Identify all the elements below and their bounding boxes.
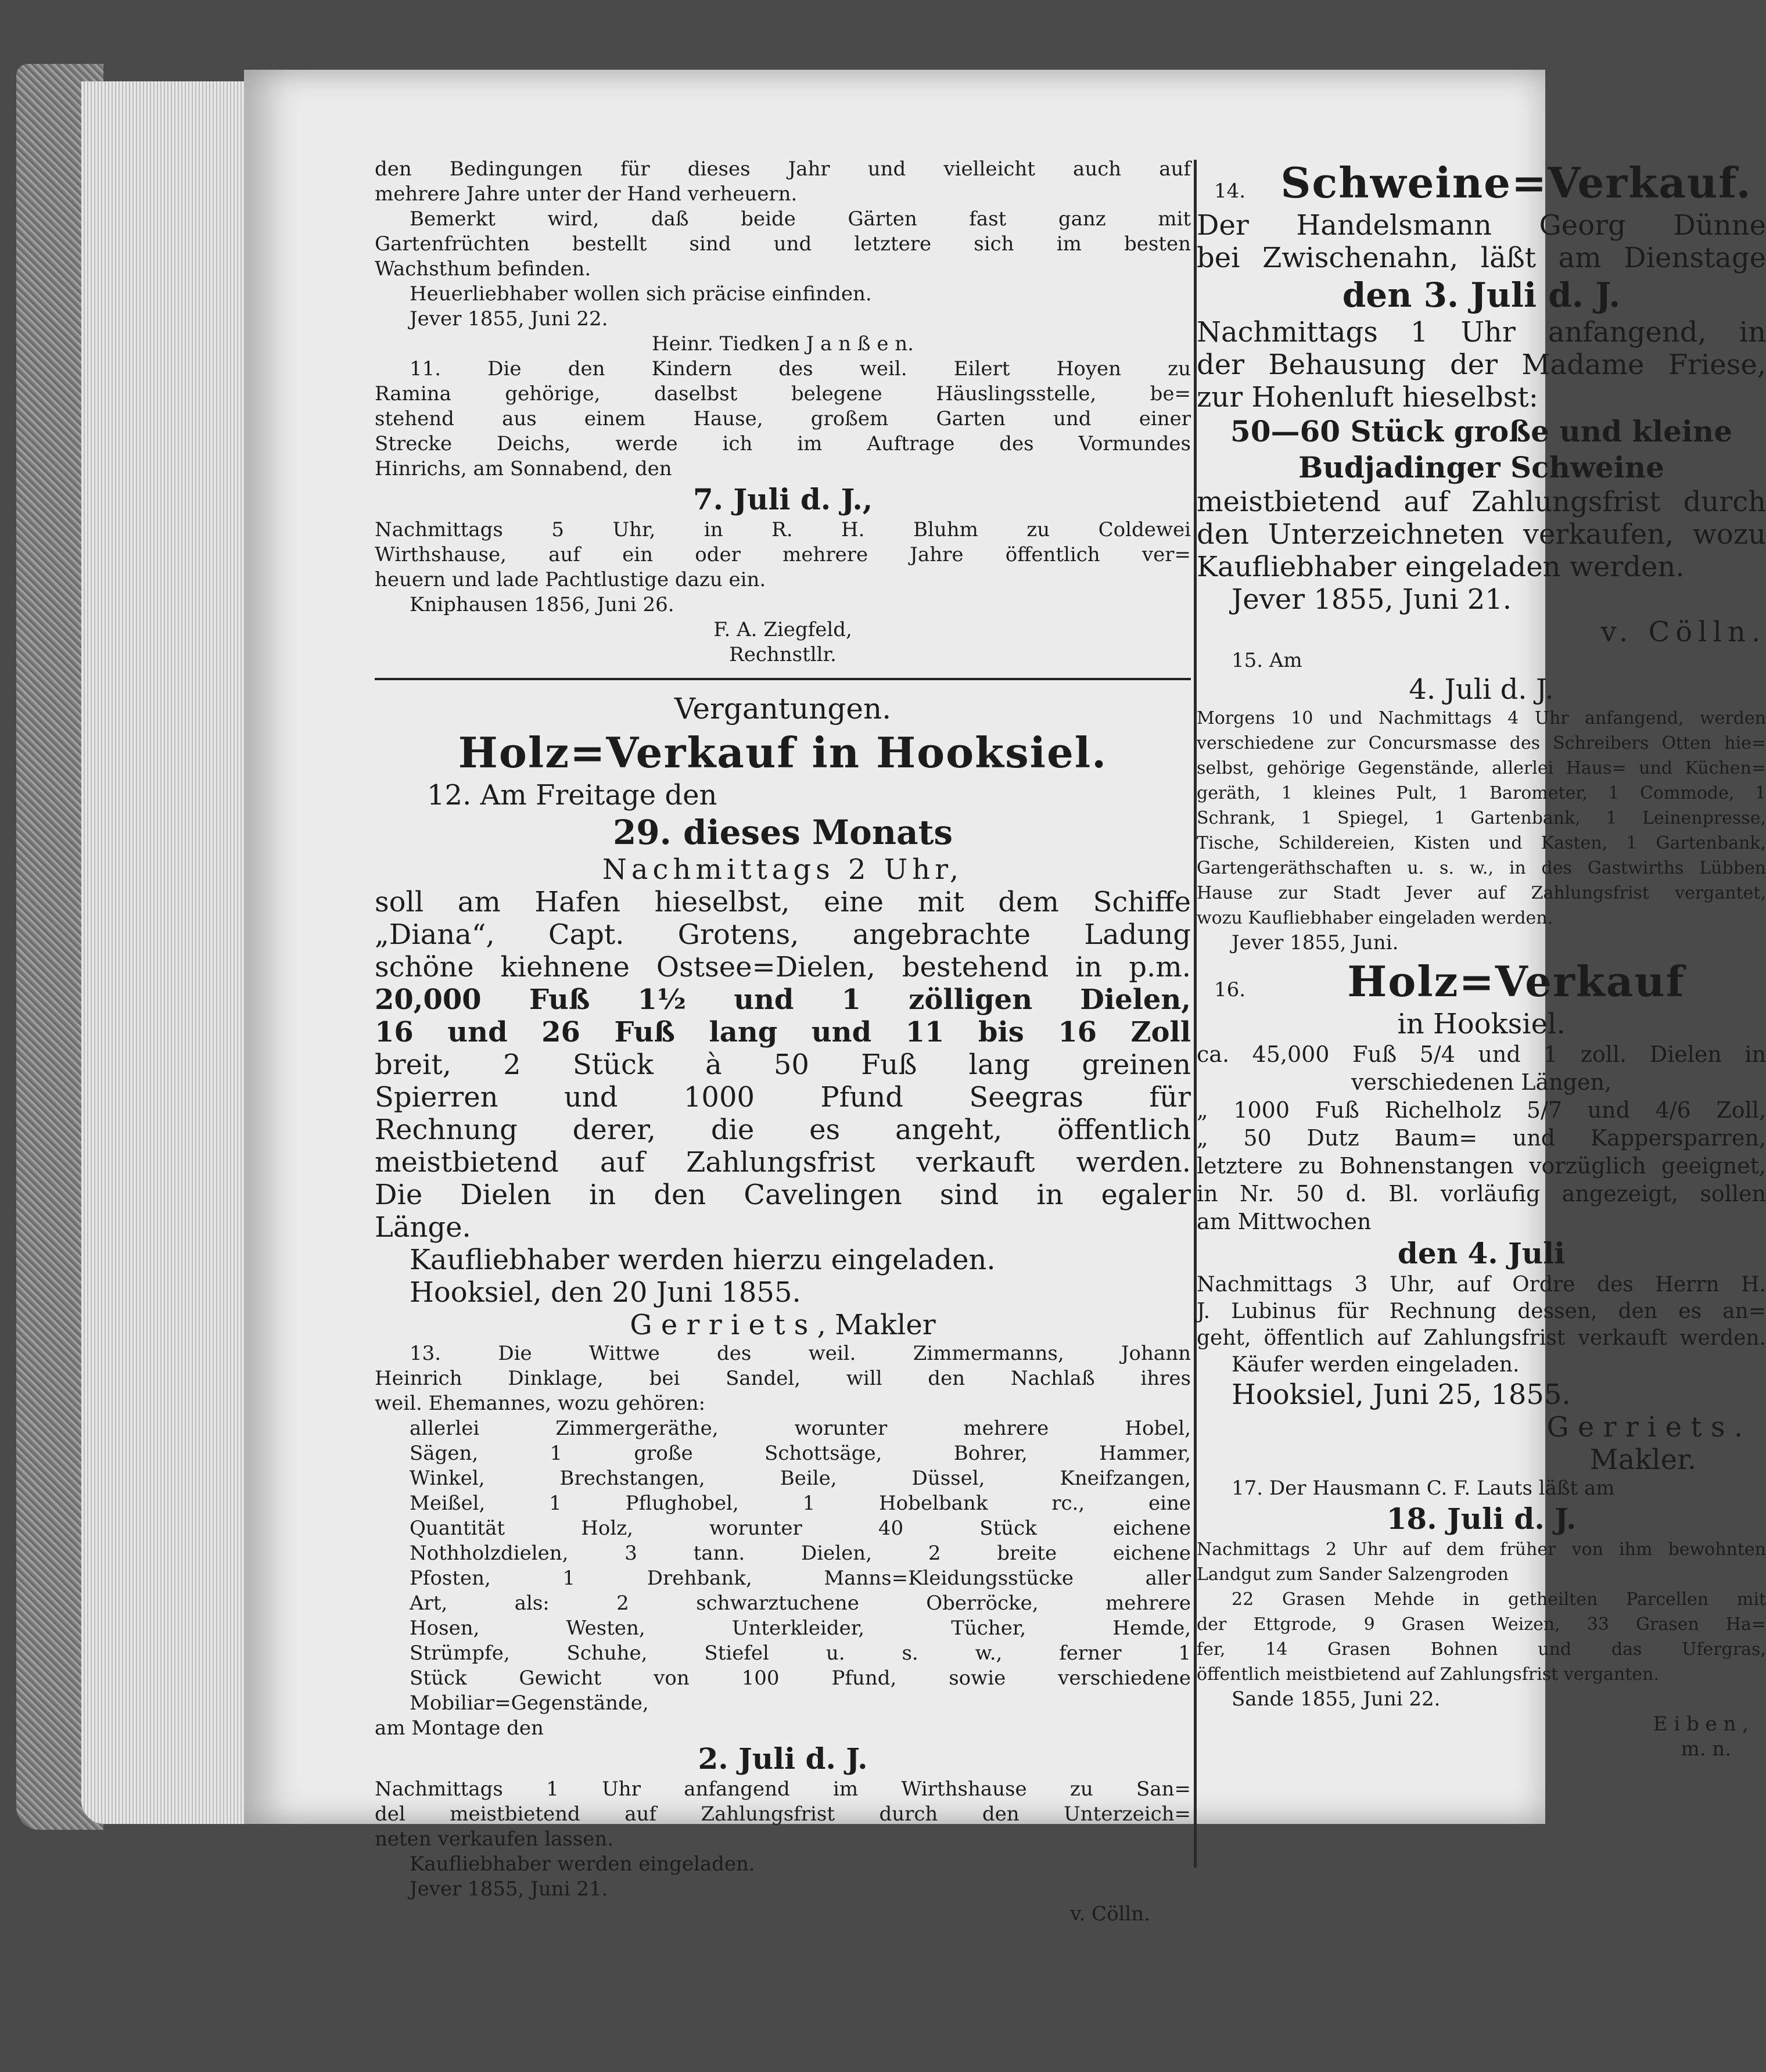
text-line: Heuerliebhaber wollen sich präcise einfinden. — [410, 282, 872, 306]
text-line: ca. 45,000 Fuß 5/4 und 1 zoll. Dielen in — [1197, 1042, 1766, 1067]
ad-date: 7. Juli d. J., — [692, 482, 873, 516]
text-line: del meistbietend auf Zahlungsfrist durch den Unterzeich= — [375, 1802, 1191, 1826]
text-line: „Diana“, Capt. Grotens, angebrachte Ladung — [375, 918, 1191, 951]
text-line: Hinrichs, am Sonnabend, den — [375, 457, 672, 480]
text-line: Kaufliebhaber werden eingeladen. — [410, 1852, 755, 1876]
text-line: bei Zwischenahn, läßt am Dienstage — [1197, 242, 1766, 274]
text-line: meistbietend auf Zahlungsfrist durch — [1197, 486, 1766, 518]
text-line: allerlei Zimmergeräthe, worunter mehrere Hobel, — [410, 1417, 1191, 1440]
text-line: Nachmittags 3 Uhr, auf Ordre des Herrn H. — [1197, 1273, 1766, 1297]
text-line: Art, als: 2 schwarztuchene Oberröcke, mehrere — [410, 1592, 1191, 1615]
text-line: 20,000 Fuß 1½ und 1 zölligen Dielen, — [375, 983, 1191, 1016]
ad-headline: Schweine=Verkauf. — [1280, 158, 1752, 207]
text-line: Jever 1855, Juni 21. — [410, 1877, 608, 1901]
text-line: Nachmittags 2 Uhr, — [602, 853, 964, 886]
left-column — [375, 157, 1191, 1927]
text-line: am Montage den — [375, 1717, 544, 1740]
ad-date: den 4. Juli — [1397, 1236, 1566, 1270]
text-line: Winkel, Brechstangen, Beile, Düssel, Kneifzangen, — [410, 1467, 1191, 1490]
text-line: Hause zur Stadt Jever auf Zahlungsfrist vergantet, — [1197, 883, 1766, 903]
page-edges — [81, 81, 256, 1824]
text-line: Hooksiel, den 20 Juni 1855. — [410, 1276, 801, 1309]
text-line: geht, öffentlich auf Zahlungsfrist verkauft werden. — [1197, 1326, 1766, 1350]
text-line: Meißel, 1 Pflughobel, 1 Hobelbank rc., eine — [410, 1492, 1191, 1515]
text-line: Gartenfrüchten bestellt sind und letztere sich im besten — [375, 232, 1191, 256]
newspaper-page — [244, 70, 1766, 1926]
ad-date: 2. Juli d. J. — [698, 1741, 868, 1776]
text-line: verschiedene zur Concursmasse des Schreibers Otten hie= — [1197, 733, 1766, 753]
text-line: 17. Der Hausmann C. F. Lauts läßt am — [1232, 1477, 1615, 1500]
text-line: weil. Ehemannes, wozu gehören: — [375, 1392, 706, 1415]
ad-15 — [1197, 648, 1766, 956]
text-line: Mobiliar=Gegenstände, — [410, 1692, 649, 1715]
ad-date: 18. Juli d. J. — [1386, 1502, 1577, 1536]
text-line: verschiedenen Längen, — [1351, 1069, 1612, 1095]
ad-14 — [1197, 157, 1766, 648]
signature: E i b e n , — [1653, 1712, 1749, 1736]
text-line: Schrank, 1 Spiegel, 1 Gartenbank, 1 Leinenpresse, — [1197, 808, 1766, 828]
text-line: Morgens 10 und Nachmittags 4 Uhr anfangend, werden — [1197, 708, 1766, 728]
text-line: Der Handelsmann Georg Dünne — [1197, 209, 1766, 242]
text-line: neten verkaufen lassen. — [375, 1827, 614, 1851]
text-line: Kaufliebhaber eingeladen werden. — [1197, 551, 1685, 583]
ad-12 — [375, 779, 1191, 1341]
text-line: Nachmittags 2 Uhr auf dem früher von ihm bewohnten — [1197, 1539, 1766, 1560]
text-line: Kniphausen 1856, Juni 26. — [410, 593, 674, 616]
text-line: der Ettgrode, 9 Grasen Weizen, 33 Grasen Ha= — [1197, 1614, 1766, 1635]
text-line: mehrere Jahre unter der Hand verheuern. — [375, 182, 798, 206]
text-line: Sägen, 1 große Schottsäge, Bohrer, Hammer, — [410, 1442, 1191, 1465]
text-line: Die Dielen in den Cavelingen sind in egaler — [375, 1179, 1191, 1211]
text-line: Pfosten, 1 Drehbank, Manns=Kleidungsstücke aller — [410, 1567, 1191, 1590]
text-line: schöne kiehnene Ostsee=Dielen, bestehend in p.m. — [375, 951, 1191, 983]
text-line: Strümpfe, Schuhe, Stiefel u. s. w., ferner 1 — [410, 1642, 1191, 1665]
text-line: heuern und lade Pachtlustige dazu ein. — [375, 568, 766, 591]
text-line: Nachmittags 5 Uhr, in R. H. Bluhm zu Coldewei — [375, 518, 1191, 541]
text-line: Ramina gehörige, daselbst belegene Häuslingsstelle, be= — [375, 382, 1191, 405]
ad-date: 4. Juli d. J. — [1409, 673, 1554, 706]
signature: v. Cölln. — [1070, 1902, 1150, 1926]
text-line: in Nr. 50 d. Bl. vorläufig angezeigt, sollen — [1197, 1181, 1766, 1206]
ad-subheadline: in Hooksiel. — [1397, 1008, 1566, 1040]
text-line: den Unterzeichneten verkaufen, wozu — [1197, 518, 1766, 551]
text-line: Quantität Holz, worunter 40 Stück eichene — [410, 1517, 1191, 1540]
signature-title: m. n. — [1681, 1737, 1731, 1761]
text-line: breit, 2 Stück à 50 Fuß lang greinen — [375, 1048, 1191, 1081]
text-line: den Bedingungen für dieses Jahr und vielleicht auch auf — [375, 157, 1191, 181]
ad-headline: Holz=Verkauf in Hooksiel. — [458, 728, 1108, 777]
text-line: zur Hohenluft hieselbst: — [1197, 381, 1538, 414]
text-line: Nothholzdielen, 3 tann. Dielen, 2 breite eichene — [410, 1542, 1191, 1565]
signature: G e r r i e t s . — [1546, 1411, 1743, 1443]
text-line: Strecke Deichs, werde ich im Auftrage des Vormundes — [375, 432, 1191, 455]
text-line: stehend aus einem Hause, großem Garten und einer — [375, 407, 1191, 430]
text-line: wozu Kaufliebhaber eingeladen werden. — [1197, 908, 1553, 928]
text-line: Nachmittags 1 Uhr anfangend, in — [1197, 316, 1766, 349]
text-line: Rechnung derer, die es angeht, öffentlich — [375, 1114, 1191, 1146]
text-line: Landgut zum Sander Salzengroden — [1197, 1564, 1509, 1585]
text-line: öffentlich meistbietend auf Zahlungsfrist verganten. — [1197, 1664, 1659, 1685]
text-line: Wirthshause, auf ein oder mehrere Jahre öffentlich ver= — [375, 543, 1191, 566]
ad-number: 14. — [1214, 179, 1246, 203]
text-line: geräth, 1 kleines Pult, 1 Barometer, 1 Commode, 1 — [1197, 783, 1766, 803]
text-line: soll am Hafen hieselbst, eine mit dem Schiffe — [375, 886, 1191, 918]
text-line: 12. Am Freitage den — [427, 779, 717, 811]
text-line: Tische, Schildereien, Kisten und Kasten, 1 Gartenbank, — [1197, 833, 1766, 853]
text-line: Hosen, Westen, Unterkleider, Tücher, Hemde, — [410, 1617, 1191, 1640]
text-line: Spierren und 1000 Pfund Seegras für — [375, 1081, 1191, 1114]
text-line: Käufer werden eingeladen. — [1232, 1353, 1520, 1377]
text-line: am Mittwochen — [1197, 1209, 1372, 1234]
ad-date: den 3. Juli d. J. — [1342, 275, 1621, 315]
signature: F. A. Ziegfeld, — [713, 618, 852, 641]
ad-13 — [375, 1341, 1191, 1927]
text-line: J. Lubinus für Rechnung dessen, den es an= — [1197, 1299, 1766, 1323]
signature-title: Rechnstllr. — [729, 643, 837, 666]
signature: Heinr. Tiedken J a n ß e n. — [652, 332, 914, 355]
text-line: Wachsthum befinden. — [375, 257, 591, 281]
text-line: 16 und 26 Fuß lang und 11 bis 16 Zoll — [375, 1016, 1191, 1048]
text-line: 22 Grasen Mehde in getheilten Parcellen mit — [1232, 1589, 1766, 1610]
text-line: Bemerkt wird, daß beide Gärten fast ganz mit — [410, 207, 1191, 231]
section-divider — [375, 678, 1191, 680]
text-line: „ 1000 Fuß Richelholz 5/7 und 4/6 Zoll, — [1197, 1097, 1766, 1123]
ad-16 — [1197, 956, 1766, 1476]
text-line: Sande 1855, Juni 22. — [1232, 1687, 1441, 1711]
ad-number: 16. — [1214, 978, 1246, 1001]
section-title: Vergantungen. — [674, 692, 892, 726]
ad-header — [1197, 157, 1766, 209]
text-line: Hooksiel, Juni 25, 1855. — [1232, 1378, 1571, 1411]
ad-date: 29. dieses Monats — [612, 813, 953, 852]
text-line: Länge. — [375, 1211, 471, 1244]
right-column — [1197, 157, 1766, 1762]
text-line: Stück Gewicht von 100 Pfund, sowie verschiedene — [410, 1667, 1191, 1690]
goods-line: 50—60 Stück große und kleine — [1230, 414, 1733, 448]
text-line: Nachmittags 1 Uhr anfangend im Wirthshause zu San= — [375, 1777, 1191, 1801]
text-line: Kaufliebhaber werden hierzu eingeladen. — [410, 1244, 996, 1276]
signature: G e r r i e t s , Makler — [630, 1309, 936, 1341]
text-line: 13. Die Wittwe des weil. Zimmermanns, Johann — [410, 1342, 1191, 1365]
text-line: meistbietend auf Zahlungsfrist verkauft werden. — [375, 1146, 1191, 1179]
text-line: Gartengeräthschaften u. s. w., in des Gastwirths Lübben — [1197, 858, 1766, 878]
signature-title: Makler. — [1589, 1443, 1696, 1476]
text-line: 11. Die den Kindern des weil. Eilert Hoyen zu — [410, 357, 1191, 380]
text-line: Heinrich Dinklage, bei Sandel, will den Nachlaß ihres — [375, 1367, 1191, 1390]
goods-line: Budjadinger Schweine — [1298, 450, 1664, 484]
text-line: der Behausung der Madame Friese, — [1197, 349, 1766, 381]
ad-17 — [1197, 1476, 1766, 1762]
continued-notice — [375, 157, 1191, 357]
text-line: 15. Am — [1232, 649, 1302, 672]
text-line: Jever 1855, Juni 21. — [1232, 583, 1512, 616]
ad-header — [1197, 956, 1766, 1008]
text-line: „ 50 Dutz Baum= und Kappersparren, — [1197, 1125, 1766, 1151]
text-line: selbst, gehörige Gegenstände, allerlei Haus= und Küchen= — [1197, 758, 1766, 778]
text-line: letztere zu Bohnenstangen vorzüglich geeignet, — [1197, 1153, 1766, 1179]
ad-11 — [375, 357, 1191, 667]
text-line: Jever 1855, Juni. — [1232, 931, 1399, 954]
signature: v. Cölln. — [1600, 616, 1766, 648]
ad-headline: Holz=Verkauf — [1347, 957, 1685, 1006]
text-line: fer, 14 Grasen Bohnen und das Ufergras, — [1197, 1639, 1766, 1660]
text-line: Jever 1855, Juni 22. — [410, 307, 608, 331]
